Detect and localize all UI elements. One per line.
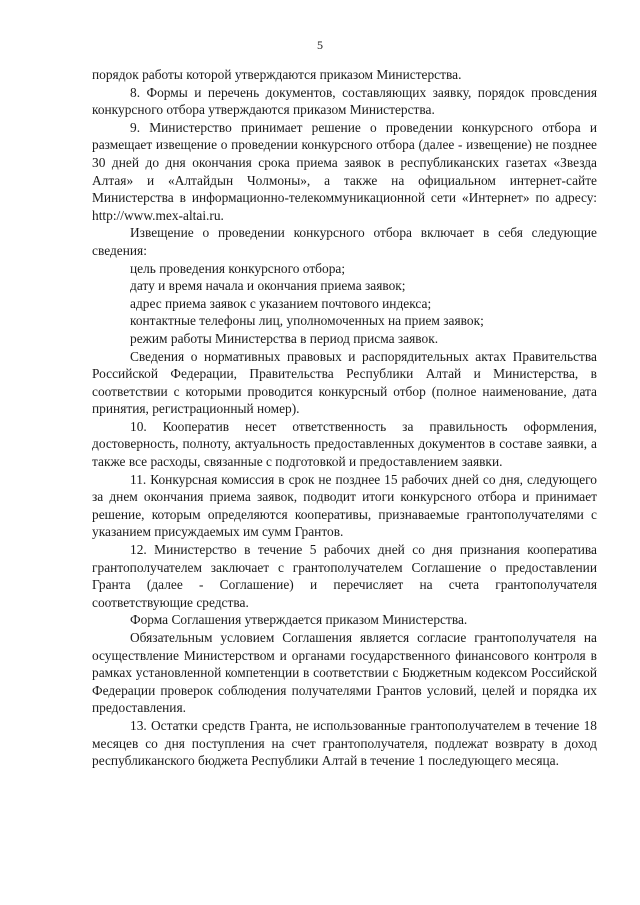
document-body xyxy=(92,66,597,770)
paragraph-12: 12. Министерство в течение 5 рабочих дней со дня признания кооператива грантополучателем заключает с грантополучателем Соглашение о предоставлении Гранта (далее - Соглашение) и перечисляет на счета грантополучателя соответствующие средства. xyxy=(92,542,597,610)
paragraph-continuation: порядок работы которой утверждаются приказом Министерства. xyxy=(92,67,462,82)
list-item-phones: контактные телефоны лиц, уполномоченных на прием заявок; xyxy=(130,313,484,329)
list-item-purpose: цель проведения конкурсного отбора; xyxy=(130,260,346,276)
page-number: 5 xyxy=(317,38,323,52)
list-item-hours: режим работы Министерства в период присма заявок. xyxy=(130,330,439,346)
paragraph-11: 11. Конкурсная комиссия в срок не позднее 15 рабочих дней со дня, следующего за днем окончания приема заявок, подводит итоги конкурсного отбора и принимает решение, которым определяются кооперативы, признаваемые грантополучателями с указанием присуждаемых им сумм Грантов. xyxy=(92,471,597,540)
paragraph-mandatory-condition: Обязательным условием Соглашения является согласие грантополучателя на осуществление Министерством и органами государственного финансового контроля в рамках установленной компетенции в соответствии с Бюджетным кодексом Российской Федерации проверок соблюдения получателями Грантов условий, целей и порядка их предоставления. xyxy=(92,630,597,716)
paragraph-9: 9. Министерство принимает решение о проведении конкурсного отбора и размещает извещение о проведении конкурсного отбора (далее - извещение) не позднее 30 дней до дня окончания срока приема заявок в республиканских газетах «Звезда Алтая» и «Алтайдын Чолмоны», а также на официальном интернет-сайте Министерства в информационно-телекоммуникационной сети «Интернет» по адресу: http://www.mex-altai.ru. xyxy=(92,119,597,223)
paragraph-agreement-form: Форма Соглашения утверждается приказом Министерства. xyxy=(130,612,468,628)
paragraph-legal-acts: Сведения о нормативных правовых и распорядительных актах Правительства Российской Федерации, Правительства Республики Алтай и Министерства, в соответствии с которыми проводится конкурсный отбор (полное наименование, дата принятия, регистрационный номер). xyxy=(92,348,597,417)
paragraph-13: 13. Остатки средств Гранта, не использованные грантополучателем в течение 18 месяцев со дня поступления на счет грантополучателя, подлежат возврату в доход республиканского бюджета Республики Алтай в течение 1 последующего месяца. xyxy=(92,717,597,769)
paragraph-10: 10. Кооператив несет ответственность за правильность оформления, достоверность, полноту, актуальность предоставленных документов в составе заявки, а также все расходы, связанные с подготовкой и предоставлением заявки. xyxy=(92,418,597,470)
list-item-dates: дату и время начала и окончания приема заявок; xyxy=(130,278,406,294)
paragraph-8: 8. Формы и перечень документов, составляющих заявку, порядок провсдения конкурсного отбора утверждаются приказом Министерства. xyxy=(92,84,597,118)
list-item-address: адрес приема заявок с указанием почтового индекса; xyxy=(130,295,432,311)
paragraph-notice-contents: Извещение о проведении конкурсного отбора включает в себя следующие сведения: xyxy=(92,225,597,258)
